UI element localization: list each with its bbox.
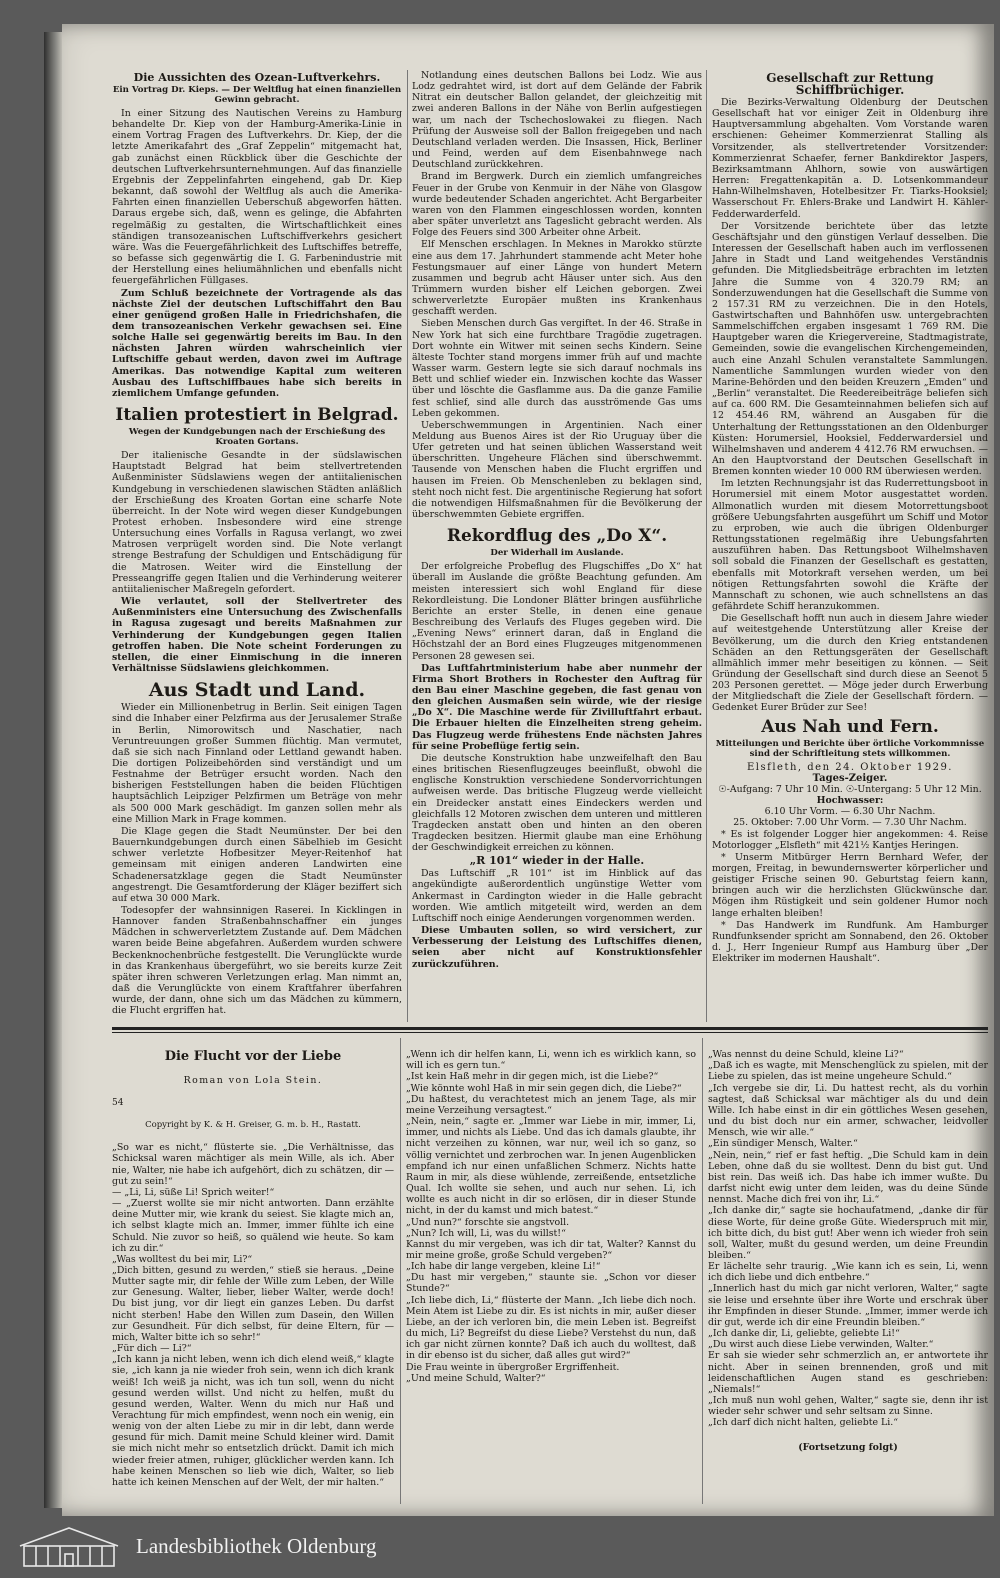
- subheadline-nah-und-fern: Mitteilungen und Berichte über örtliche Vorkommnisse sind der Schriftleitung stets willkommen.: [715, 738, 985, 759]
- article-paragraph: Der italienische Gesandte in der südslawischen Hauptstadt Belgrad hat beim stellvertretenden Außenminister Südslawiens wegen der antiitalienischen Kundgebung in verschiedenen slawischen Städten anläßlich der Erschießung des Kroaten Gortan eine scharfe Note überreicht. In der Note wird wegen dieser Kundgebungen Protest erhoben. Insbesondere wird eine strenge Untersuchung eines Vorfalls in Ragusa verlangt, wo zwei Matrosen verprügelt worden sind. Die Note verlangt strenge Bestrafung der Schuldigen und Entschädigung für die Matrosen. Weiter wird die Einstellung der Presseangriffe gegen Italien und die Verhinderung weiterer antiitalienischer Maßregeln gefordert.: [112, 450, 402, 595]
- sun-times: ☉-Aufgang: 7 Uhr 10 Min. ☉-Untergang: 5 Uhr 12 Min.: [718, 783, 982, 795]
- column-1: [112, 70, 402, 1026]
- article-paragraph: Brand im Bergwerk. Durch ein ziemlich umfangreiches Feuer in der Grube von Kenmuir in der Nähe von Glasgow wurde bedeutender Schaden angerichtet. Acht Bergarbeiter waren von den Flammen eingeschlossen worden, konnten aber später unverletzt ans Tageslicht gebracht werden. Als Folge des Feuers sind 300 Arbeiter ohne Arbeit.: [412, 171, 702, 239]
- article-paragraph: Im letzten Rechnungsjahr ist das Ruderrettungsboot in Horumersiel mit einem Motor ausgestattet worden. Allmonatlich wurden mit diesem Motorrettungsboot größere Uebungsfahrten ausgeführt um Schiff und Motor zu erproben, wie auch die übrigen Oldenburger Rettungsstationen regelmäßig ihre Uebungsfahrten auszuführen haben. Das Rettungsboot Wilhelmshaven soll sobald die Finanzen der Gesellschaft es gestatten, ebenfalls mit Motorkraft versehen werden, um bei nötigen Rettungsfahrten sowohl die Kräfte der Mannschaft zu schonen, wie auch schnellstens an das gefährdete Schiff heranzukommen.: [712, 478, 988, 613]
- column-2: [412, 70, 702, 1026]
- novel-column-2: [406, 1038, 696, 1504]
- headline-rettung-schiffbruechiger: Gesellschaft zur Rettung Schiffbrüchiger.: [766, 71, 934, 97]
- article-paragraph: Notlandung eines deutschen Ballons bei Lodz. Wie aus Lodz gedrahtet wird, ist dort auf dem Gelände der Fabrik Nitrat ein deutscher Ballon gelandet, der gleichzeitig mit zwei anderen Ballons in der Nähe von Berlin aufgestiegen war, um nach der Tschechoslowakei zu fliegen. Nach Prüfung der Ausweise soll der Ballon freigegeben und nach Deutschland verladen werden. Die Insassen, Hick, Berliner und Feind, werden auf dem Eisenbahnwege nach Deutschland zurückkehren.: [412, 70, 702, 171]
- chapter-number: 54: [112, 1097, 124, 1108]
- article-paragraph: Die Klage gegen die Stadt Neumünster. Der bei den Bauernkundgebungen durch einen Säbelhieb im Gesicht schwer verletzte Hofbesitzer Meyer-Reitenhof hat gemeinsam mit einigen anderen Landwirten eine Schadenersatzklage gegen die Stadt Neumünster angestrengt. Die Gesamtforderung der Kläger beziffert sich auf etwa 30 000 Mark.: [112, 825, 402, 904]
- headline-aus-stadt-und-land: Aus Stadt und Land.: [148, 679, 366, 702]
- library-name: Landesbibliothek Oldenburg: [136, 1534, 377, 1558]
- article-paragraph: Der Vorsitzende berichtete über das letzte Geschäftsjahr und den günstigen Verlauf desselben. Die Interessen der Gesellschaft haben auch im verflossenen Jahre in Stadt und Land weitgehendes Verständnis gefunden. Die Mitgliedsbeiträge erbrachten im letzten Jahre die Summe von 4 320.79 RM; an Sonderzuwendungen hat die Gesellschaft die Summe von 2 157.31 RM zu verzeichnen. Die in den Hotels, Gastwirtschaften und Bahnhöfen usw. untergebrachten Sammelschiffchen ergaben insgesamt 1 769 RM. Die Hauptgeber waren die Kriegervereine, Stadtmagistrate, Gemeinden, sowie die evangelischen Kirchengemeinden, auch eine Anzahl Schulen veranstaltete Sammlungen. Namentliche Sammlungen wurden wieder von den Marine-Behörden und den beiden Kreuzern „Emden“ und „Berlin“ veranstaltet. Die Reedereibeiträge beliefen sich auf ca. 600 RM. Die Gesamteinnahmen beliefen sich auf 12 454.46 RM, während an Ausgaben für die Unterhaltung der Rettungsstationen an den Oldenburger Küsten: Horumersiel, Hooksiel, Fedderwardersiel und Wilhelmshaven und anderem 4 412.76 RM erwuchsen. — An den Hauptvorstand der Deutschen Gesellschaft in Bremen konnten wieder 10 000 RM überwiesen werden.: [712, 220, 988, 478]
- article-paragraph: Todesopfer der wahnsinnigen Raserei. In Kicklingen in Hannover fanden Straßenbahnschaffner ein junges Mädchen in schwerverletztem Zustande auf. Dem Mädchen waren beide Beine abgefahren. Außerdem wurden schwere Beckenknochenbrüche festgestellt. Die Verunglückte wurde in das Krankenhaus übergeführt, wo sie bereits kurze Zeit später ihren schweren Verletzungen erlag. Man nimmt an, daß die Verunglückte von einem Kraftfahrer überfahren wurde, der dann, ohne sich um das Mädchen zu kümmern, die Flucht ergriffen hat.: [112, 905, 402, 1017]
- article-paragraph: Zum Schluß bezeichnete der Vortragende als das nächste Ziel der deutschen Luftschiffahrt den Bau einer genügend großen Halle in Friedrichshafen, die dem transozeanischen Verkehr gewachsen sei. Eine solche Halle sei gegenwärtig bereits im Bau. In den nächsten Jahren würden wahrscheinlich vier Luftschiffe gebaut werden, davon zwei im Auftrage Amerikas. Das notwendige Kapital zum weiteren Ausbau des Luftschiffbaues habe sich bereits in ziemlichem Umfange gefunden.: [112, 287, 402, 399]
- subheadline-rekordflug: Der Widerhall im Auslande.: [490, 548, 624, 559]
- article-paragraph: Elf Menschen erschlagen. In Meknes in Marokko stürzte eine aus dem 17. Jahrhundert stammende acht Meter hohe Festungsmauer auf einer Länge von hundert Metern zusammen und begrub acht Häuser unter sich. Aus den Trümmern wurden bisher elf Leichen geborgen. Zwei schwerverletzte Europäer mußten ins Krankenhaus geschafft werden.: [412, 239, 702, 318]
- column-divider: [400, 1038, 401, 1504]
- novel-column-3: [708, 1038, 988, 1504]
- subheadline-italien: Wegen der Kundgebungen nach der Erschießung des Kroaten Gortans.: [128, 427, 386, 448]
- article-paragraph: Der erfolgreiche Probeflug des Flugschiffes „Do X“ hat überall im Auslande die größte Beachtung gefunden. Am meisten interessiert sich wohl England für diese Rekordleistung. Die Londoner Blätter bringen ausführliche Berichte an erster Stelle, in denen eine genaue Beschreibung des Verlaufs des Fluges gegeben wird. Die „Evening News“ erinnert daran, daß in England die Höchstzahl der an Bord eines Flugzeuges mitgenommenen Personen 28 gewesen sei.: [412, 561, 702, 662]
- hochwasser-times-tomorrow: 25. Oktober: 7.00 Uhr Vorm. — 7.30 Uhr Nachm.: [733, 817, 967, 829]
- fortsetzung-folgt: (Fortsetzung folgt): [798, 1441, 898, 1453]
- column-3: [712, 70, 988, 1026]
- novel-text: „Was nennst du deine Schuld, kleine Li?“ „Daß ich es wagte, mit Menschenglück zu spielen, mit der Liebe zu spielen, das ist meine ungeheure Schuld.“ „Ich vergebe sie dir, Li. Du hattest recht, als du vorhin sagtest, daß Schicksal war mächtiger als du und dein Wille. Ich habe einst in dir ein göttliches Wesen gesehen, und du bist doch nur ein armer, schwacher, leidvoller Mensch, wie wir alle.“ „Ein sündiger Mensch, Walter.“ „Nein, nein,“ rief er fast heftig. „Die Schuld kam in dein Leben, ohne daß du sie wolltest. Denn du bist gut. Und bist rein. Das weiß ich. Das habe ich immer wußte. Du darfst nicht ewig unter dem leiden, was du deine Sünde nennst. Mache dich frei von ihr, Li.“ „Ich danke dir,“ sagte sie hochaufatmend, „danke dir für diese Worte, für deine große Güte. Wiederspruch mit mir, ich bitte dich, du bist gut! Aber wenn ich wieder froh sein soll, Walter, mußt du gesund werden, um deine Freundin bleiben.“ Er lächelte sehr traurig. „Wie kann ich es sein, Li, wenn ich dich liebe und dich entbehre.“ „Innerlich hast du mich gar nicht verloren, Walter,“ sagte sie leise und ersehnte über ihre Worte und erschrak über ihr Empfinden in dieser Stunde. „Immer, immer werde ich dir gut, werde ich dir eine Freundin bleiben.“ „Ich danke dir, Li, geliebte, geliebte Li!“ „Du wirst auch diese Liebe verwinden, Walter.“ Er sah sie wieder sehr schmerzlich an, er antwortete ihr nicht. Aber in seinen brennenden, groß und mit leidenschaftlichen Augen stand es geschrieben: „Niemals!“ „Ich muß nun wohl gehen, Walter,“ sagte sie, denn ihr ist wieder sehr schwer und sehr seltsam zu Sinne. „Ich darf dich nicht halten, geliebte Li.“: [708, 1049, 988, 1429]
- feuilleton-divider: [112, 1027, 988, 1030]
- hochwasser-times-today: 6.10 Uhr Vorm. — 6.30 Uhr Nachm.: [764, 806, 936, 818]
- book-binding-edge: [44, 32, 64, 1508]
- column-divider: [706, 70, 707, 1022]
- tages-zeiger-heading: Tages-Zeiger.: [812, 772, 888, 784]
- novel-title: Die Flucht vor der Liebe: [164, 1049, 342, 1065]
- headline-aus-nah-und-fern: Aus Nah und Fern.: [761, 716, 939, 737]
- article-paragraph: Ueberschwemmungen in Argentinien. Nach einer Meldung aus Buenos Aires ist der Rio Uruguay über die Ufer getreten und hat seinen üblichen Wasserstand weit überschritten. Ungeheure Flächen sind überschwemmt. Tausende von Menschen haben die Flucht ergriffen und hausen im Freien. Ob Menschenleben zu beklagen sind, steht noch nicht fest. Die argentinische Regierung hat sofort die notwendigen Hilfsmaßnahmen für die Bevölkerung der überschwemmten Gebiete ergriffen.: [412, 419, 702, 521]
- novel-text: „So war es nicht,“ flüsterte sie. „Die Verhältnisse, das Schicksal waren mächtiger als mein Wille, als ich. Aber nie, Walter, nie habe ich aufgehört, dich zu schätzen, dir — gut zu sein!“ — „Li, Li, süße Li! Sprich weiter!“ — „Zuerst wollte sie mir nicht antworten. Dann erzählte deine Mutter mir, wie krank du seiest. Sie klagte mich an, ich selbst klagte mich an. Immer, immer fühlte ich eine Schuld. Nie zuvor so heiß, so quälend wie heute. So kam ich zu dir.“ „Was wolltest du bei mir, Li?“ „Dich bitten, gesund zu werden,“ stieß sie heraus. „Deine Mutter sagte mir, dir fehle der Wille zum Leben, der Wille zur Genesung. Walter, lieber, lieber Walter, werde doch! Du bist jung, vor dir liegt ein ganzes Leben. Du darfst nicht sterben! Habe den Willen zum Dasein, den Willen zur Gesundheit. Für dich selbst, für deine Eltern, für — mich, Walter bitte ich so sehr!“ „Für dich — Li?“ „Ich kann ja nicht leben, wenn ich dich elend weiß,“ klagte sie, „ich kann ja nie wieder froh sein, wenn ich dich krank weiß! Ich weiß ja nicht, was ich tun soll, wenn du nicht gesund werden willst. Und nicht zu helfen, mußt du gesund werden, Walter. Wenn du mich nur Haß und Verachtung für mich empfindest, wenn noch ein wenig, ein wenig von der alten Liebe zu mir in dir lebt, dann werde gesund für mich. Damit meine Schuld kleiner wird. Damit sie mich nicht mehr so entsetzlich drückt. Damit ich mich wieder freier atmen, ruhiger, glücklicher werden kann. Ich habe keinen Menschen so lieb wie dich, Walter, so lieb hatte ich keinen Menschen auf der Welt, der mir halten.“: [112, 1142, 394, 1488]
- article-paragraph: Diese Umbauten sollen, so wird versichert, zur Verbesserung der Leistung des Luftschiffes dienen, seien aber nicht auf Konstruktionsfehler zurückzuführen.: [412, 925, 702, 970]
- novel-text: „Wenn ich dir helfen kann, Li, wenn ich es wirklich kann, so will ich es gern tun.“ „Ist kein Haß mehr in dir gegen mich, ist die Liebe?“ „Wie könnte wohl Haß in mir sein gegen dich, die Liebe?“ „Du haßtest, du verachtetest mich an jenem Tage, als mir meine Verzeihung versagtest.“ „Nein, nein,“ sagte er. „Immer war Liebe in mir, immer, Li, immer, und nichts als Liebe. Und das ich damals glaubte, ihr nicht verzeihen zu können, war nur, weil ich so ganz, so völlig vernichtet und zerbrochen war. In jenen Augenblicken empfand ich nur einen unfaßlichen Schmerz. Nichts hatte Raum in mir, als diese wühlende, zerreißende, entsetzliche Qual. Ich wollte sie sehen, und auch nur sehen. Li, ich wollte es auch nicht in dir so erlösen, dir in dieser Stunde nicht, in der du kamst und mich batest.“ „Und nun?“ forschte sie angstvoll. „Nun? Ich will, Li, was du willst!“ Kannst du mir vergeben, was ich dir tat, Walter? Kannst du mir meine große, große Schuld vergeben?“ „Ich habe dir lange vergeben, kleine Li!“ „Du hast mir vergeben,“ staunte sie. „Schon vor dieser Stunde?“ „Ich liebe dich, Li,“ flüsterte der Mann. „Ich liebe dich noch. Mein Atem ist Liebe zu dir. Es ist nichts in mir, außer dieser Liebe, an der ich verloren bin, die mein Leben ist. Begreifst du mich, Li? Begreifst du diese Liebe? Verstehst du nun, daß ich gar nicht zürnen konnte? Daß ich auch du wolltest, daß in dir ebenso ist du sicher, daß alles gut wird?“ Die Frau weinte in übergroßer Ergriffenheit. „Und meine Schuld, Walter?“: [406, 1049, 696, 1384]
- local-note: * Unserm Mitbürger Herrn Bernhard Wefer, der morgen, Freitag, in bewundernswerter körperlicher und geistiger Frische seinen 90. Geburtstag feiern kann, bringen auch wir die herzlichsten Glückwünsche dar. Mögen ihm Rüstigkeit und sein goldener Humor noch lange erhalten bleiben!: [712, 851, 988, 919]
- local-note: * Das Handwerk im Rundfunk. Am Hamburger Rundfunksender spricht am Sonnabend, den 26. Oktober d. J., Herr Ingenieur Rumpf aus Hamburg über „Der Elektriker im modernen Haushalt“.: [712, 919, 988, 965]
- column-divider: [702, 1038, 703, 1504]
- subheadline-ozean: Ein Vortrag Dr. Kieps. — Der Weltflug hat einen finanziellen Gewinn gebracht.: [112, 85, 402, 105]
- article-paragraph: In einer Sitzung des Nautischen Vereins zu Hamburg behandelte Dr. Kiep von der Hamburg-Amerika-Linie in einem Vortrag Fragen des Luftverkehrs. Dr. Kiep, der die letzte Amerikafahrt des „Graf Zeppelin“ mitgemacht hat, gab zunächst einen Rückblick über die Geschichte der deutschen Luftverkehrsunternehmungen. Auf das finanzielle Ergebnis der Zeppelinfahrten eingehend, gab Dr. Kiep bekannt, daß sowohl der Weltflug als auch die Amerika-Fahrten einen finanziellen Ueberschuß abgeworfen hätten. Daraus ergebe sich, daß, wenn es gelinge, die Abfahrten regelmäßig zu gestalten, die Wirtschaftlichkeit eines ständigen transozeanischen Luftschiffverkehrs gesichert wäre. Was die Feuergefährlichkeit des Luftschiffes betreffe, so befasse sich gegenwärtig die I. G. Farbenindustrie mit der Herstellung eines heliumähnlichen und ebenfalls nicht feuergefährlichen Füllgases.: [112, 108, 402, 287]
- article-paragraph: Die Gesellschaft hofft nun auch in diesem Jahre wieder auf weitestgehende Unterstützung aller Kreise der Bevölkerung, um die durch den Krieg entstandenen Schäden an den Rettungsgeräten der Gesellschaft allmählich immer mehr beseitigen zu können. — Seit Gründung der Gesellschaft sind durch diese an Seenot 5 203 Personen gerettet. — Möge jeder durch Erwerbung der Mitgliedschaft die Ziele der Gesellschaft fördern. — Gedenket Eurer Brüder zur See!: [712, 613, 988, 714]
- article-paragraph: Wieder ein Millionenbetrug in Berlin. Seit einigen Tagen sind die Inhaber einer Pelzfirma aus der Jerusalemer Straße in Berlin, Nimorowitsch und Naschatier, nach Veruntreuungen großer Summen flüchtig. Man vermutet, daß sie sich nach Finnland oder Lettland gewandt haben. Die dortigen Polizeibehörden sind verständigt und um Festnahme der Betrüger ersucht worden. Nach den bisherigen Feststellungen haben die beiden Flüchtigen hauptsächlich Leipziger Pelzfirmen um Beträge von mehr als 500 000 Mark geschädigt. Im ganzen sollen mehr als eine Million Mark in Frage kommen.: [112, 702, 402, 825]
- feuilleton-divider-thin: [112, 1032, 988, 1033]
- library-building-icon: [14, 1524, 124, 1570]
- article-paragraph: Die deutsche Konstruktion habe unzweifelhaft den Bau eines britischen Riesenflugzeuges beeinflußt, obwohl die englische Konstruktion verschiedene Sondervorrichtungen aufweisen werde. Das britische Flugzeug werde vielleicht ein Dreidecker anstatt eines Eindeckers werden und gleichfalls 12 Motoren zwischen dem unteren und mittleren Tragdecken anstatt oben und hinten an den oberen Tragdecken besitzen. Hiermit glaube man eine Erhöhung der Geschwindigkeit erreichen zu können.: [412, 752, 702, 854]
- dateline: Elsfleth, den 24. Oktober 1929.: [747, 761, 953, 773]
- novel-byline: Roman von Lola Stein.: [183, 1075, 323, 1087]
- article-paragraph: Das Luftfahrtministerium habe aber nunmehr der Firma Short Brothers in Rochester den Auftrag für den Bau einer Maschine gegeben, die fast genau von den gleichen Ausmaßen sein würde, wie der riesige „Do X“. Die Maschine werde für Zivilluftfahrt erbaut. Die Erbauer hielten die Einzelheiten streng geheim. Das Flugzeug werde frühestens Ende nächsten Jahres für seine Probeflüge fertig sein.: [412, 662, 702, 752]
- article-paragraph: Die Bezirks-Verwaltung Oldenburg der Deutschen Gesellschaft hat vor einiger Zeit in Oldenburg ihre Hauptversammlung abgehalten. Vom Vorstande waren erschienen: Geheimer Kommerzienrat Stalling als Vorsitzender, als stellvertretender Vorsitzender: Kommerzienrat Schaefer, ferner Bankdirektor Jaspers, Bezirksamtmann Ahlhorn, sowie von auswärtigen Herren: Fregattenkapitän a. D. Lotsenkommandeur Hahn-Wilhelmshaven, Hotelbesitzer Fr. Tiarks-Hooksiel; Wasserschout Fr. Ehlers-Brake und Landwirt H. Kähler-Fedderwarderfeld.: [712, 97, 988, 220]
- article-paragraph: Das Luftschiff „R 101“ ist im Hinblick auf das angekündigte außerordentlich ungünstige Wetter vom Ankermast in Cardington wieder in die Halle gebracht worden. Wie amtlich mitgeteilt wird, werden an dem Luftschiff noch einige Aenderungen vorgenommen werden.: [412, 868, 702, 924]
- newspaper-page: [62, 24, 994, 1516]
- headline-rekordflug: Rekordflug des „Do X“.: [446, 526, 668, 547]
- local-note: * Es ist folgender Logger hier angekommen: 4. Reise Motorlogger „Elsfleth“ mit 421½ Kantjes Heringen.: [712, 828, 988, 851]
- column-divider: [407, 70, 408, 1022]
- headline-italien: Italien protestiert in Belgrad.: [115, 405, 399, 426]
- headline-ozean-luftverkehr: Die Aussichten des Ozean-Luftverkehrs.: [133, 71, 381, 84]
- article-paragraph: Wie verlautet, soll der Stellvertreter des Außenministers eine Untersuchung des Zwischenfalls in Ragusa zugesagt und bereits Maßnahmen zur Verhinderung der Kundgebungen gegen Italien getroffen haben. Die Note scheint Forderungen zu stellen, die einer Einmischung in die inneren Verhältnisse Südslawiens gleichkommen.: [112, 596, 402, 675]
- article-paragraph: Sieben Menschen durch Gas vergiftet. In der 46. Straße in New York hat sich eine furchtbare Tragödie zugetragen. Dort wohnte ein Witwer mit seinen sechs Kindern. Seine älteste Tochter stand morgens immer früh auf und machte Wasser warm. Gestern legte sie sich darauf nochmals ins Bett und schlief wieder ein. Inzwischen kochte das Wasser über und löschte die Gasflamme aus. Da die ganze Familie fest schlief, sind alle durch das ausströmende Gas ums Leben gekommen.: [412, 318, 702, 419]
- headline-r101: „R 101“ wieder in der Halle.: [469, 854, 645, 868]
- copyright-line: Copyright by K. & H. Greiser, G. m. b. H., Rastatt.: [145, 1119, 361, 1130]
- novel-column-1: [112, 1038, 394, 1504]
- hochwasser-label: Hochwasser:: [816, 795, 884, 807]
